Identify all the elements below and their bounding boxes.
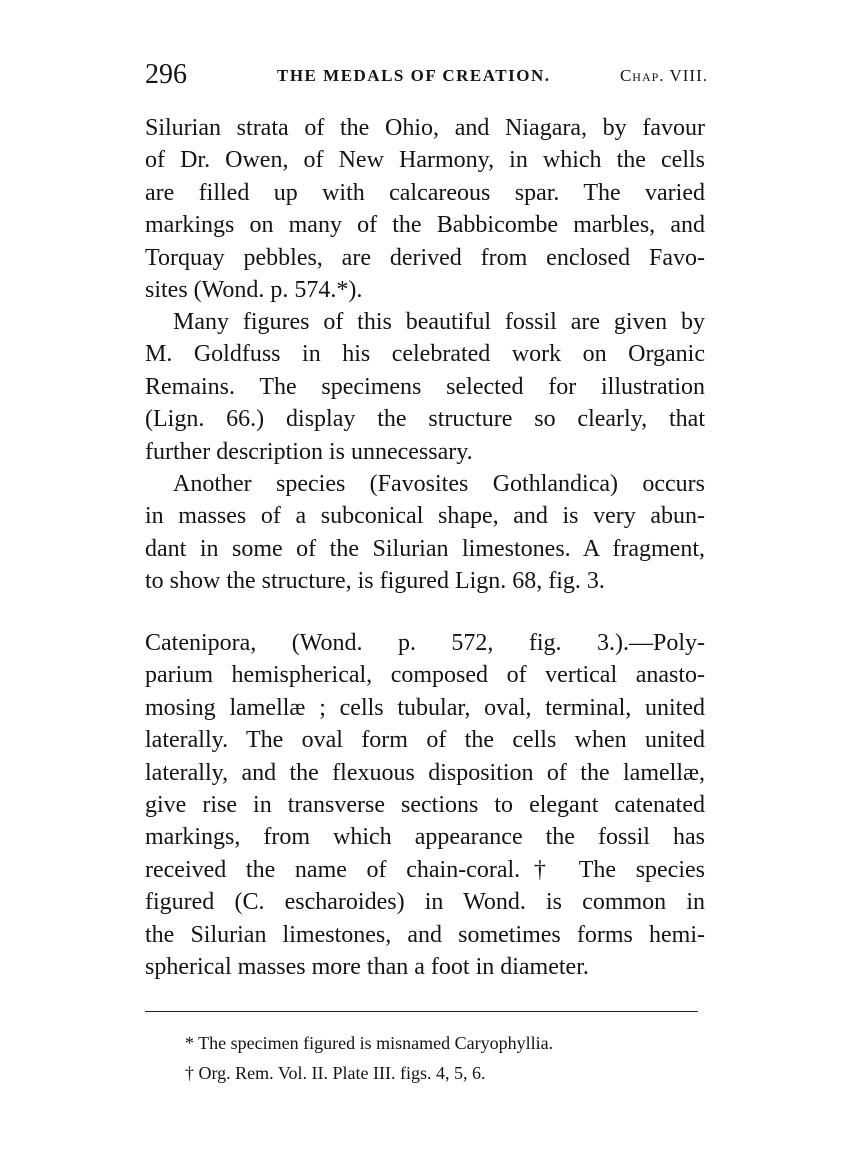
text-line: Many figures of this beautiful fossil are given by	[173, 309, 705, 335]
text-line: markings, from which appearance the fossil has	[145, 824, 705, 851]
text-line: the Silurian limestones, and sometimes forms hemi-	[145, 921, 705, 948]
footnote-dagger: † Org. Rem. Vol. II. Plate III. figs. 4, 5, 6.	[185, 1063, 486, 1083]
text-line: parium hemispherical, composed of vertical anasto-	[145, 662, 705, 689]
text-line: Catenipora, (Wond. p. 572, fig. 3.).—Poly-	[145, 630, 705, 656]
text-line: dant in some of the Silurian limestones. A fragment,	[145, 535, 705, 562]
text-line: figured (C. escharoides) in Wond. is common in	[145, 889, 705, 916]
text-line: further description is unnecessary.	[145, 438, 473, 465]
text-line: Another species (Favosites Gothlandica) occurs	[173, 471, 705, 497]
paragraph-catenipora	[145, 627, 705, 983]
text-line: sites (Wond. p. 574.*).	[145, 276, 363, 303]
footnotes	[185, 1028, 553, 1088]
text-line: markings on many of the Babbicombe marbles, and	[145, 212, 705, 239]
text-line: M. Goldfuss in his celebrated work on Organic	[145, 341, 705, 368]
text-line: laterally, and the flexuous disposition of the lamellæ,	[145, 759, 705, 786]
text-line: Torquay pebbles, are derived from enclosed Favo-	[145, 244, 705, 271]
text-line: laterally. The oval form of the cells when united	[145, 727, 705, 754]
text-line: spherical masses more than a foot in diameter.	[145, 953, 589, 980]
text-line: (Lign. 66.) display the structure so clearly, that	[145, 406, 705, 433]
text-line: give rise in transverse sections to elegant catenated	[145, 791, 705, 818]
text-line: are filled up with calcareous spar. The varied	[145, 179, 705, 206]
paragraph-favosites-gothlandica	[145, 468, 705, 598]
page-number: 296	[145, 59, 187, 90]
text-line: of Dr. Owen, of New Harmony, in which the cells	[145, 147, 705, 174]
text-line: received the name of chain-coral.† The species	[145, 856, 705, 883]
paragraph-goldfuss	[145, 306, 705, 468]
chapter-label: Chap. VIII.	[619, 66, 708, 85]
text-line: Remains. The specimens selected for illustration	[145, 373, 705, 400]
text-line: to show the structure, is figured Lign. 68, fig. 3.	[145, 568, 605, 595]
footnote-asterisk: * The specimen figured is misnamed Caryophyllia.	[185, 1033, 554, 1053]
text-line: Silurian strata of the Ohio, and Niagara, by favour	[145, 115, 705, 141]
footnote-divider	[145, 1011, 698, 1012]
text-line: in masses of a subconical shape, and is very abun-	[145, 503, 705, 530]
running-title: THE MEDALS OF CREATION.	[277, 66, 551, 85]
running-header	[145, 58, 710, 92]
paragraph-favosites-continued	[145, 112, 705, 306]
text-line: mosing lamellæ ; cells tubular, oval, terminal, united	[145, 694, 705, 721]
